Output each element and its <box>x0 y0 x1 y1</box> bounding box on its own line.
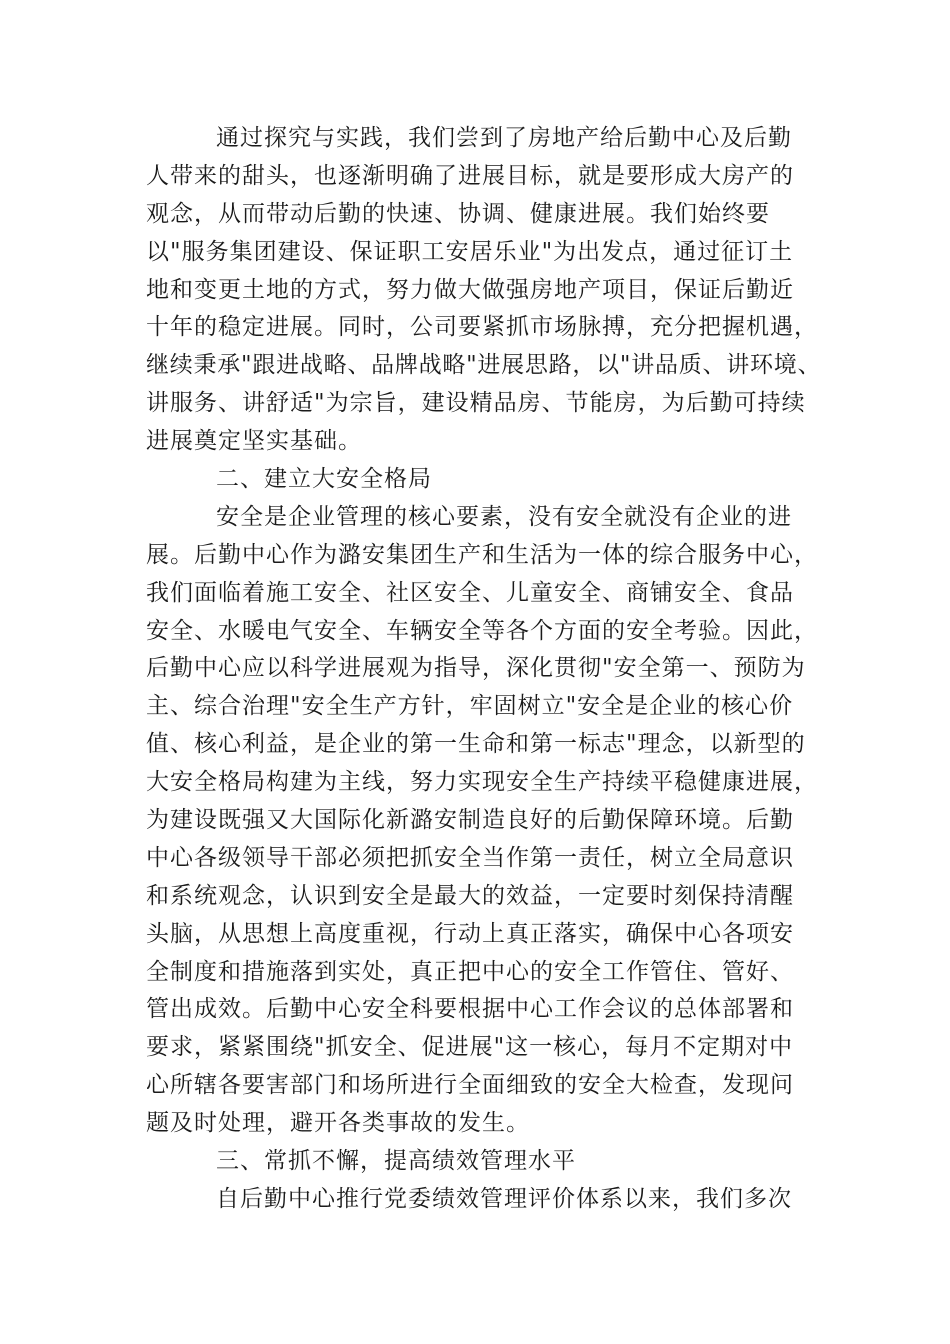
text-line: 我们面临着施工安全、社区安全、儿童安全、商铺安全、食品 <box>146 579 794 606</box>
text-line: 和系统观念，认识到安全是最大的效益，一定要时刻保持清醒 <box>146 882 794 909</box>
text-line: 主、综合治理"安全生产方针，牢固树立"安全是企业的核心价 <box>146 693 794 720</box>
text-line: 全制度和措施落到实处，真正把中心的安全工作管住、管好、 <box>146 958 794 985</box>
text-line: 人带来的甜头，也逐渐明确了进展目标，就是要形成大房产的 <box>146 162 794 189</box>
text-line: 安全、水暖电气安全、车辆安全等各个方面的安全考验。因此， <box>146 617 818 644</box>
text-line: 继续秉承"跟进战略、品牌战略"进展思路，以"讲品质、讲环境、 <box>146 352 822 379</box>
text-line: 二、建立大安全格局 <box>216 466 432 493</box>
text-line: 值、核心利益，是企业的第一生命和第一标志"理念，以新型的 <box>146 731 806 758</box>
text-line: 十年的稳定进展。同时，公司要紧抓市场脉搏，充分把握机遇， <box>146 314 818 341</box>
text-line: 自后勤中心推行党委绩效管理评价体系以来，我们多次 <box>216 1185 792 1212</box>
text-line: 为建设既强又大国际化新潞安制造良好的后勤保障环境。后勤 <box>146 807 794 834</box>
text-line: 题及时处理，避开各类事故的发生。 <box>146 1110 530 1137</box>
text-line: 大安全格局构建为主线，努力实现安全生产持续平稳健康进展， <box>146 769 818 796</box>
text-line: 后勤中心应以科学进展观为指导，深化贯彻"安全第一、预防为 <box>146 655 806 682</box>
text-line: 地和变更土地的方式，努力做大做强房地产项目，保证后勤近 <box>146 276 794 303</box>
text-line: 观念，从而带动后勤的快速、协调、健康进展。我们始终要 <box>146 200 770 227</box>
text-line: 头脑，从思想上高度重视，行动上真正落实，确保中心各项安 <box>146 920 794 947</box>
text-line: 安全是企业管理的核心要素，没有安全就没有企业的进 <box>216 503 792 530</box>
document-body <box>146 120 826 1219</box>
text-line: 讲服务、讲舒适"为宗旨，建设精品房、节能房，为后勤可持续 <box>146 390 806 417</box>
text-line: 中心各级领导干部必须把抓安全当作第一责任，树立全局意识 <box>146 844 794 871</box>
text-line: 心所辖各要害部门和场所进行全面细致的安全大检查，发现问 <box>146 1072 794 1099</box>
text-line: 以"服务集团建设、保证职工安居乐业"为出发点，通过征订土 <box>146 238 794 265</box>
text-line: 展。后勤中心作为潞安集团生产和生活为一体的综合服务中心， <box>146 541 818 568</box>
text-line: 三、常抓不懈，提高绩效管理水平 <box>216 1148 576 1175</box>
text-line: 管出成效。后勤中心安全科要根据中心工作会议的总体部署和 <box>146 996 794 1023</box>
text-line: 进展奠定坚实基础。 <box>146 428 362 455</box>
text-line: 要求，紧紧围绕"抓安全、促进展"这一核心，每月不定期对中 <box>146 1034 794 1061</box>
text-line: 通过探究与实践，我们尝到了房地产给后勤中心及后勤 <box>216 125 792 151</box>
